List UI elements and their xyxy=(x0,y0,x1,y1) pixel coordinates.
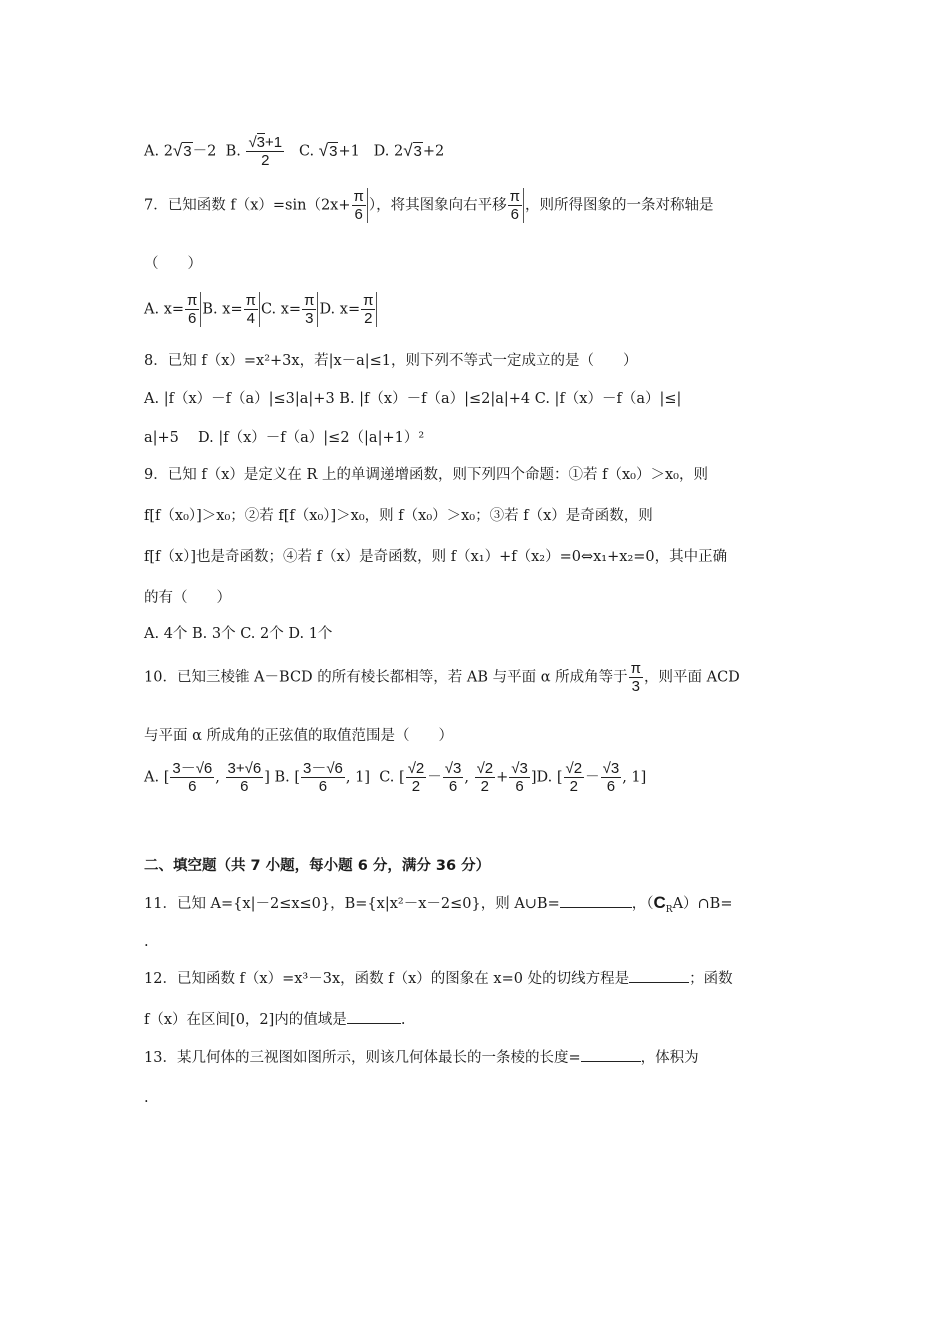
sqrt-3: √3 xyxy=(172,140,192,160)
q8-options-2: a|+5 D. |f（x）－f（a）|≤2（|a|+1）² xyxy=(144,430,425,446)
q10-stem: 10．已知三棱锥 A－BCD 的所有棱长都相等，若 AB 与平面 α 所成角等于 $\frac{\pi}{3}$ ，则平面 ACD xyxy=(144,660,740,695)
q8-options-1: A. |f（x）－f（a）|≤3|a|+3 B. |f（x）－f（a）|≤2|a|+4 C. |f（x）－f（a）|≤| xyxy=(144,391,682,407)
q12-line-2: f（x）在区间[0，2]内的值域是 . xyxy=(144,1009,405,1030)
answer-blank[interactable] xyxy=(560,893,632,908)
q9-line-2: f[f（x₀）]＞x₀；②若 f[f（x₀）]＞x₀，则 f（x₀）＞x₀；③若 f（x）是奇函数，则 xyxy=(144,508,653,524)
q13-end: . xyxy=(144,1090,149,1106)
answer-blank[interactable] xyxy=(581,1047,641,1062)
q9-line-4: 的有（ ） xyxy=(144,590,231,606)
q7-paren: （ ） xyxy=(144,256,202,272)
q7-stem: 7．已知函数 f（x）=sin（2x+ $\frac{\pi}{6}$ ），将其图象向右平移 $\frac{\pi}{6}$ ，则所得图象的一条对称轴是 xyxy=(144,188,714,223)
q9-line-3: f[f（x）]也是奇函数；④若 f（x）是奇函数，则 f（x₁）+f（x₂）=0⇔x₁+x₂=0，其中正确 xyxy=(144,549,728,565)
q8-stem: 8．已知 f（x）=x²+3x，若|x－a|≤1，则下列不等式一定成立的是（ ） xyxy=(144,353,638,369)
q11-stem: 11．已知 A={x|－2≤x≤0}，B={x|x²－x－2≤0}，则 A∪B= ，$(C_RA)\cap B=$ xyxy=(144,893,733,915)
q9-line-1: 9．已知 f（x）是定义在 R 上的单调递增函数，则下列四个命题：①若 f（x₀）＞x₀，则 xyxy=(144,467,708,483)
answer-blank[interactable] xyxy=(629,968,689,983)
q7-options: A. x= $\frac{\pi}{6}$ B. x= $\frac{\pi}{4}$ C. x= $\frac{\pi}{3}$ D. x= $\frac{\pi}{2}$ xyxy=(144,292,378,327)
frac-sqrt3-plus1-over-2: $\frac{√3+1}{2}$ xyxy=(248,134,283,169)
q10-line-2: 与平面 α 所成角的正弦值的取值范围是（ ） xyxy=(144,728,454,744)
q11-end: . xyxy=(144,934,149,950)
q6-options: A. 2√3－2 B. $\frac{√3+1}{2}$ C. √3+1 D. 2√3+2 xyxy=(144,134,445,169)
answer-blank[interactable] xyxy=(347,1009,401,1024)
q9-options: A. 4个 B. 3个 C. 2个 D. 1个 xyxy=(144,626,333,642)
q12-line-1: 12．已知函数 f（x）=x³－3x，函数 f（x）的图象在 x=0 处的切线方程是 ；函数 xyxy=(144,968,733,989)
q10-options: A. [ $\frac{3-√6}{6}$ , $\frac{3+√6}{6}$ ] B. [ $\frac{3-√6}{6}$ , 1] C. [ $\frac{√2}{2}$ － $\frac{√3}{6}$ , $\frac{√2}{2}$ + $\frac{√3}{6}$ ]D. [ $\frac{√2}{2}$ － $\frac{√3}{6}$ , 1] xyxy=(144,760,647,795)
q13-line-1: 13．某几何体的三视图如图所示，则该几何体最长的一条棱的长度= ，体积为 xyxy=(144,1047,699,1068)
section-2-title: 二、填空题（共 7 小题，每小题 6 分，满分 36 分） xyxy=(144,858,491,874)
